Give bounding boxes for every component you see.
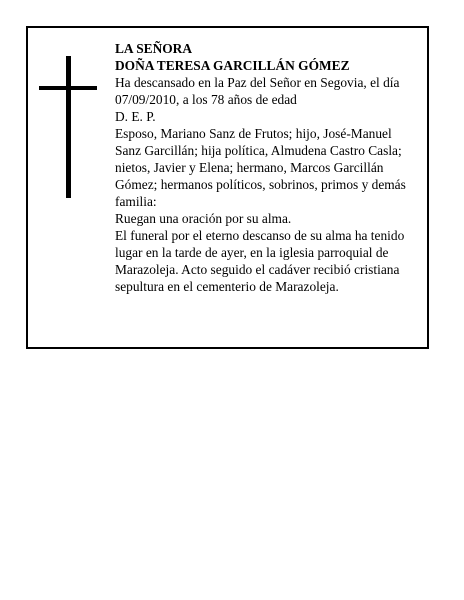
cross-icon xyxy=(28,28,108,228)
notice-heading-title: LA SEÑORA xyxy=(115,41,193,56)
funeral-details: El funeral por el eterno descanso de su alma ha tenido lugar en la tarde de ayer, en la iglesia parroquial de Marazoleja. Acto seguido el cadáver recibió cristiana sepultura en el cementerio de Marazoleja. xyxy=(115,228,405,294)
prayer-request: Ruegan una oración por su alma. xyxy=(115,211,292,226)
cross-vertical-bar xyxy=(66,56,71,198)
deceased-name: DOÑA TERESA GARCILLÁN GÓMEZ xyxy=(115,58,350,73)
obituary-notice xyxy=(26,26,429,349)
notice-body xyxy=(115,40,415,295)
death-announcement: Ha descansado en la Paz del Señor en Segovia, el día 07/09/2010, a los 78 años de edad xyxy=(115,75,400,107)
rest-in-peace: D. E. P. xyxy=(115,109,156,124)
cross-horizontal-bar xyxy=(39,86,97,90)
family-list: Esposo, Mariano Sanz de Frutos; hijo, José-Manuel Sanz Garcillán; hija política, Almudena Castro Casla; nietos, Javier y Elena; hermano, Marcos Garcillán Gómez; hermanos políticos, sobrinos, primos y demás familia: xyxy=(115,126,406,209)
